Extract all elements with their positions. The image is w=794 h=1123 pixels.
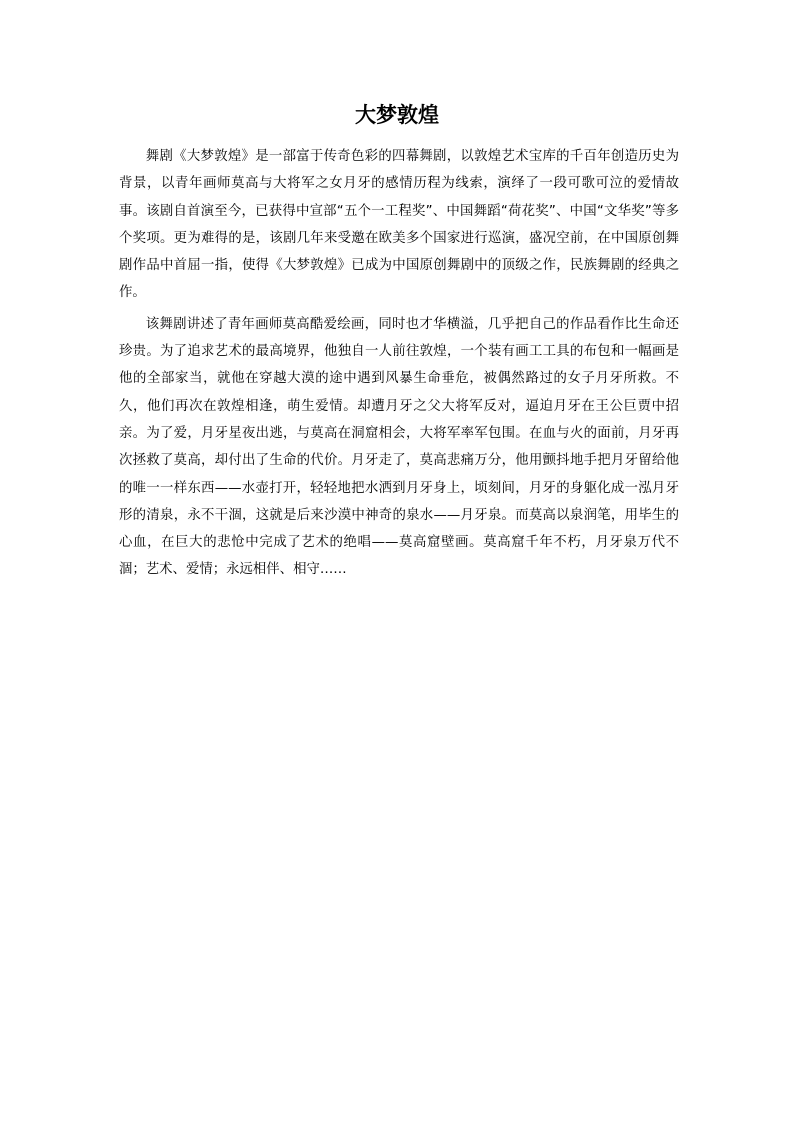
document-title: 大梦敦煌 [355,103,439,127]
paragraph-1: 舞剧《大梦敦煌》是一部富于传奇色彩的四幕舞剧，以敦煌艺术宝库的千百年创造历史为背景，以青年画师莫高与大将军之女月牙的感情历程为线索，演绎了一段可歌可泣的爱情故事。该剧自首演至今，已获得中宣部“五个一工程奖”、中国舞蹈“荷花奖”、中国“文华奖”等多个奖项。更为难得的是，该剧几年来受邀在欧美多个国家进行巡演，盛况空前，在中国原创舞剧作品中首屈一指，使得《大梦敦煌》已成为中国原创舞剧中的顶级之作，民族舞剧的经典之作。 [119,149,679,301]
paragraph-2: 该舞剧讲述了青年画师莫高酷爱绘画，同时也才华横溢，几乎把自己的作品看作比生命还珍贵。为了追求艺术的最高境界，他独自一人前往敦煌，一个装有画工工具的布包和一幅画是他的全部家当，就他在穿越大漠的途中遇到风暴生命垂危，被偶然路过的女子月牙所救。不久，他们再次在敦煌相逢，萌生爱情。却遭月牙之父大将军反对，逼迫月牙在王公巨贾中招亲。为了爱，月牙星夜出逃，与莫高在洞窟相会，大将军率军包围。在血与火的面前，月牙再次拯救了莫高，却付出了生命的代价。月牙走了，莫高悲痛万分，他用颤抖地手把月牙留给他的唯一一样东西——水壶打开，轻轻地把水洒到月牙身上，顷刻间，月牙的身躯化成一泓月牙形的清泉，永不干涸，这就是后来沙漠中神奇的泉水——月牙泉。而莫高以泉润笔，用毕生的心血，在巨大的悲怆中完成了艺术的绝唱——莫高窟壁画。莫高窟千年不朽，月牙泉万代不涸；艺术、爱情；永远相伴、相守…… [119,316,679,578]
document-body [119,143,679,588]
